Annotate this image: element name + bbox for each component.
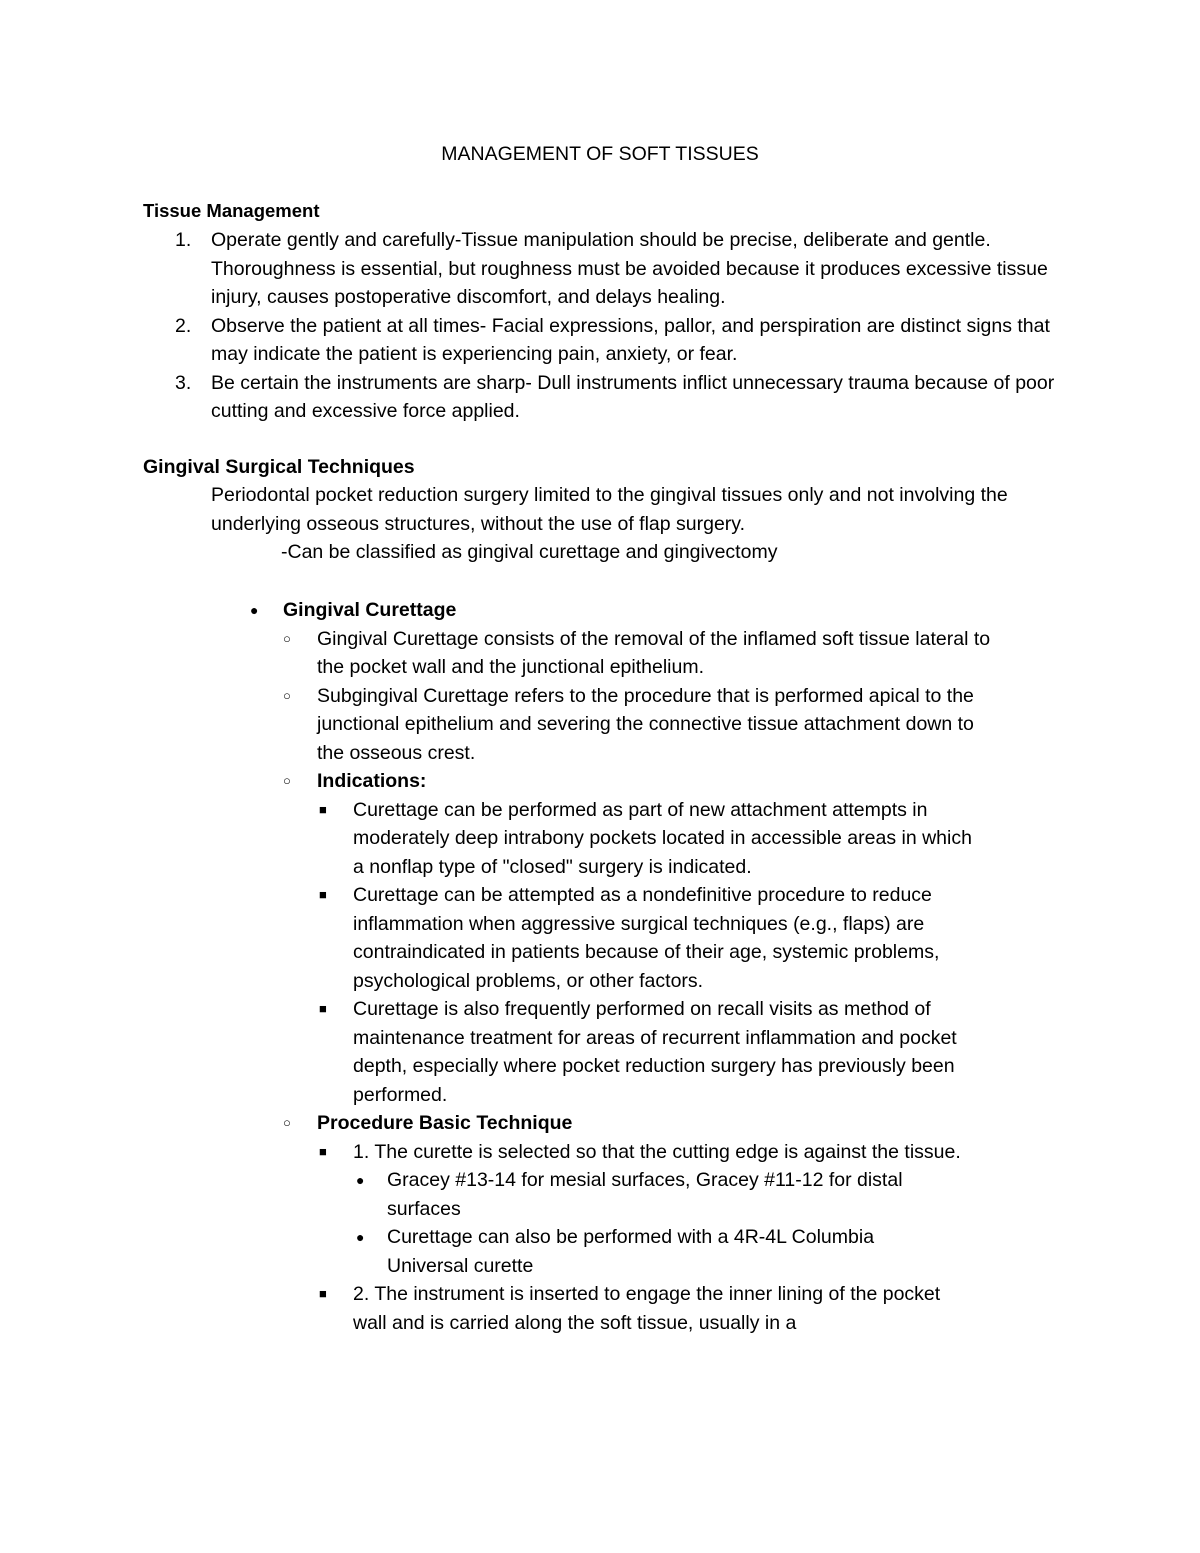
indication-text: Curettage is also frequently performed on recall visits as method of maintenance treatment for areas of recurrent inflammation and pocket depth, especially where pocket reduction surgery has previously been performed.	[353, 998, 957, 1106]
procedure-substep	[353, 1223, 927, 1280]
procedure-step	[317, 1280, 977, 1337]
hollow-bullet-icon: ○	[283, 1115, 291, 1130]
list-number: 3.	[175, 371, 192, 394]
filled-bullet-icon: ●	[356, 1229, 365, 1245]
procedure-substep-text: Gracey #13-14 for mesial surfaces, Gracey #11-12 for distal surfaces	[387, 1169, 903, 1220]
square-bullet-icon: ■	[319, 1143, 327, 1159]
classification-note: -Can be classified as gingival curettage and gingivectomy	[281, 541, 778, 563]
indication-item	[317, 995, 977, 1109]
list-item	[143, 226, 1063, 312]
procedure-step-text: 2. The instrument is inserted to engage the inner lining of the pocket wall and is carried along the soft tissue, usually in a	[353, 1283, 941, 1334]
procedure-substep-text: Curettage can also be performed with a 4R-4L Columbia Universal curette	[387, 1226, 875, 1277]
page-title: MANAGEMENT OF SOFT TISSUES	[441, 143, 759, 165]
list-item	[143, 369, 1063, 426]
sub-bullet-item	[283, 1109, 997, 1138]
sub-bullet-item	[283, 625, 997, 682]
filled-bullet-icon: ●	[356, 1172, 365, 1188]
square-bullet-icon: ■	[319, 887, 327, 902]
bullet-item	[247, 596, 1067, 625]
indication-text: Curettage can be performed as part of new attachment attempts in moderately deep intrabony pockets located in accessible areas in which a nonflap type of "closed" surgery is indicated.	[353, 798, 972, 878]
gingival-curettage-outline	[247, 596, 1067, 1337]
list-item-text: Be certain the instruments are sharp- Dull instruments inflict unnecessary trauma because of poor cutting and excessive force applied.	[211, 371, 1055, 422]
sub-bullet-text: Gingival Curettage consists of the removal of the inflamed soft tissue lateral to the pocket wall and the junctional epithelium.	[317, 627, 991, 678]
sub-bullet-item	[283, 767, 997, 796]
list-item	[143, 312, 1063, 369]
hollow-bullet-icon: ○	[283, 687, 291, 703]
procedure-label: Procedure Basic Technique	[317, 1112, 573, 1134]
procedure-step	[317, 1138, 977, 1167]
square-bullet-icon: ■	[319, 801, 327, 817]
square-bullet-icon: ■	[319, 1001, 327, 1016]
bullet-heading: Gingival Curettage	[283, 599, 457, 621]
filled-bullet-icon: ●	[250, 602, 259, 618]
hollow-bullet-icon: ○	[283, 630, 291, 646]
list-number: 2.	[175, 314, 192, 337]
sub-bullet-item	[283, 682, 997, 768]
indications-label: Indications:	[317, 770, 427, 792]
section-heading-gingival-surgical-techniques: Gingival Surgical Techniques	[143, 456, 415, 478]
procedure-substep	[353, 1166, 927, 1223]
section-heading-tissue-management: Tissue Management	[143, 200, 320, 221]
sub-bullet-text: Subgingival Curettage refers to the procedure that is performed apical to the junctional epithelium and severing the connective tissue attachment down to the osseous crest.	[317, 684, 974, 764]
definition-paragraph: Periodontal pocket reduction surgery limited to the gingival tissues only and not involving the underlying osseous structures, without the use of flap surgery.	[211, 484, 1008, 535]
list-item-text: Operate gently and carefully-Tissue manipulation should be precise, deliberate and gentle. Thoroughness is essential, but roughness must be avoided because it produces excessive tissue injury, causes postoperative discomfort, and delays healing.	[211, 229, 1048, 308]
hollow-bullet-icon: ○	[283, 773, 291, 788]
indication-item	[317, 881, 977, 995]
procedure-step-text: 1. The curette is selected so that the cutting edge is against the tissue.	[353, 1140, 961, 1163]
list-item-text: Observe the patient at all times- Facial expressions, pallor, and perspiration are distinct signs that may indicate the patient is experiencing pain, anxiety, or fear.	[211, 314, 1050, 365]
square-bullet-icon: ■	[319, 1286, 327, 1301]
list-number: 1.	[175, 229, 192, 251]
numbered-list	[143, 226, 1063, 426]
indication-item	[317, 796, 977, 882]
indication-text: Curettage can be attempted as a nondefinitive procedure to reduce inflammation when aggressive surgical techniques (e.g., flaps) are contraindicated in patients because of their age, systemic problems, psychological problems, or other factors.	[353, 884, 940, 992]
